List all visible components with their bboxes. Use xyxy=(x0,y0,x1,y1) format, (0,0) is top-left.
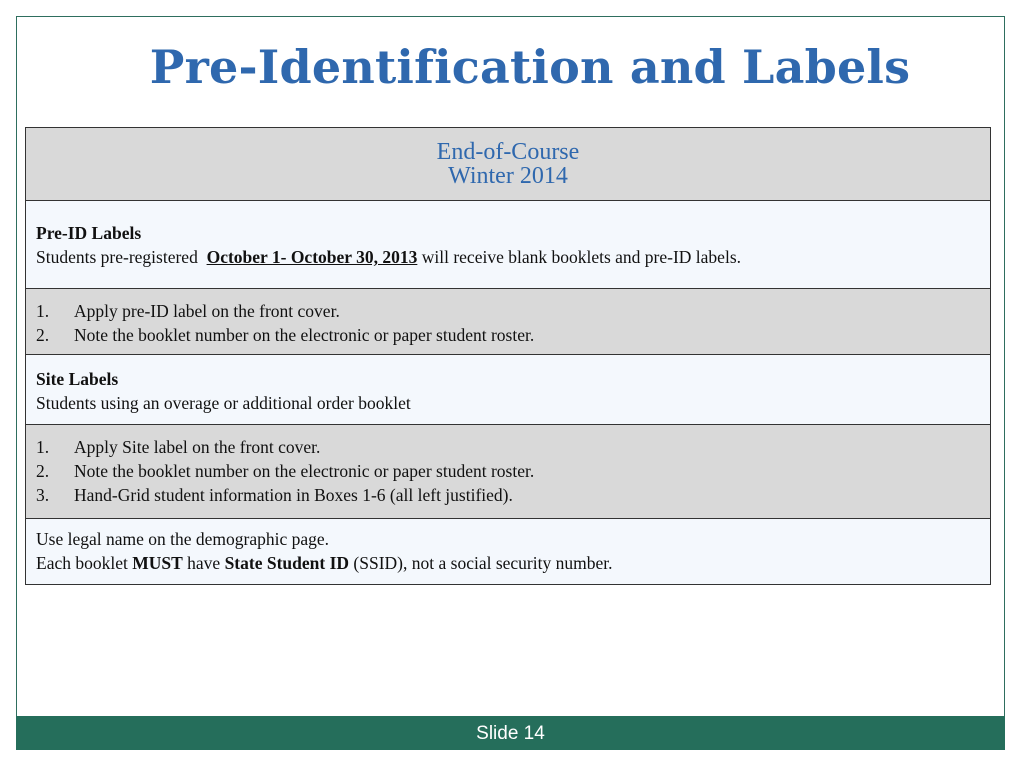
notes-row xyxy=(26,519,991,585)
list-text: Hand-Grid student information in Boxes 1-6 (all left justified). xyxy=(74,485,513,505)
ssid-note-part-1: Each booklet xyxy=(36,553,128,573)
list-number: 2. xyxy=(36,325,50,345)
state-student-id-emphasis: State Student ID xyxy=(224,553,350,573)
ssid-note xyxy=(36,551,980,575)
table-header-cell xyxy=(26,128,991,201)
list-number: 3. xyxy=(36,485,50,505)
pre-id-dates: October 1- October 30, 2013 xyxy=(206,247,418,267)
site-labels-description: Students using an overage or additional order booklet xyxy=(36,393,411,413)
slide-footer: Slide 14 xyxy=(16,716,1005,750)
ssid-note-part-2: have xyxy=(187,553,221,573)
site-steps-row xyxy=(26,425,991,519)
header-line-1: End-of-Course xyxy=(436,139,580,165)
list-number: 1. xyxy=(36,437,50,457)
list-number: 1. xyxy=(36,301,50,321)
site-labels-cell xyxy=(26,355,991,425)
slide-title: Pre-Identification and Labels xyxy=(149,40,911,94)
list-text: Note the booklet number on the electronic or paper student roster. xyxy=(74,461,535,481)
site-labels-row xyxy=(26,355,991,425)
pre-id-steps-row xyxy=(26,289,991,355)
legal-name-note: Use legal name on the demographic page. xyxy=(36,529,330,549)
pre-id-heading: Pre-ID Labels xyxy=(36,223,142,243)
list-item xyxy=(36,435,980,459)
list-number: 2. xyxy=(36,461,50,481)
pre-id-row xyxy=(26,201,991,289)
pre-id-description xyxy=(36,245,980,269)
ssid-note-part-3: (SSID), not a social security number. xyxy=(353,553,613,573)
pre-id-text-before: Students pre-registered xyxy=(36,247,198,267)
list-item xyxy=(36,459,980,483)
list-text: Apply Site label on the front cover. xyxy=(74,437,321,457)
site-labels-heading: Site Labels xyxy=(36,369,119,389)
list-text: Note the booklet number on the electronic or paper student roster. xyxy=(74,325,535,345)
header-line-2: Winter 2014 xyxy=(448,163,568,189)
info-table xyxy=(25,127,991,585)
pre-id-steps-cell xyxy=(26,289,991,355)
list-item xyxy=(36,299,980,323)
pre-id-text-after: will receive blank booklets and pre-ID labels. xyxy=(421,247,741,267)
list-item xyxy=(36,483,980,507)
table-header-row xyxy=(26,128,991,201)
notes-cell xyxy=(26,519,991,585)
list-text: Apply pre-ID label on the front cover. xyxy=(74,301,340,321)
must-emphasis: MUST xyxy=(132,553,183,573)
site-steps-cell xyxy=(26,425,991,519)
list-item xyxy=(36,323,980,347)
pre-id-cell xyxy=(26,201,991,289)
